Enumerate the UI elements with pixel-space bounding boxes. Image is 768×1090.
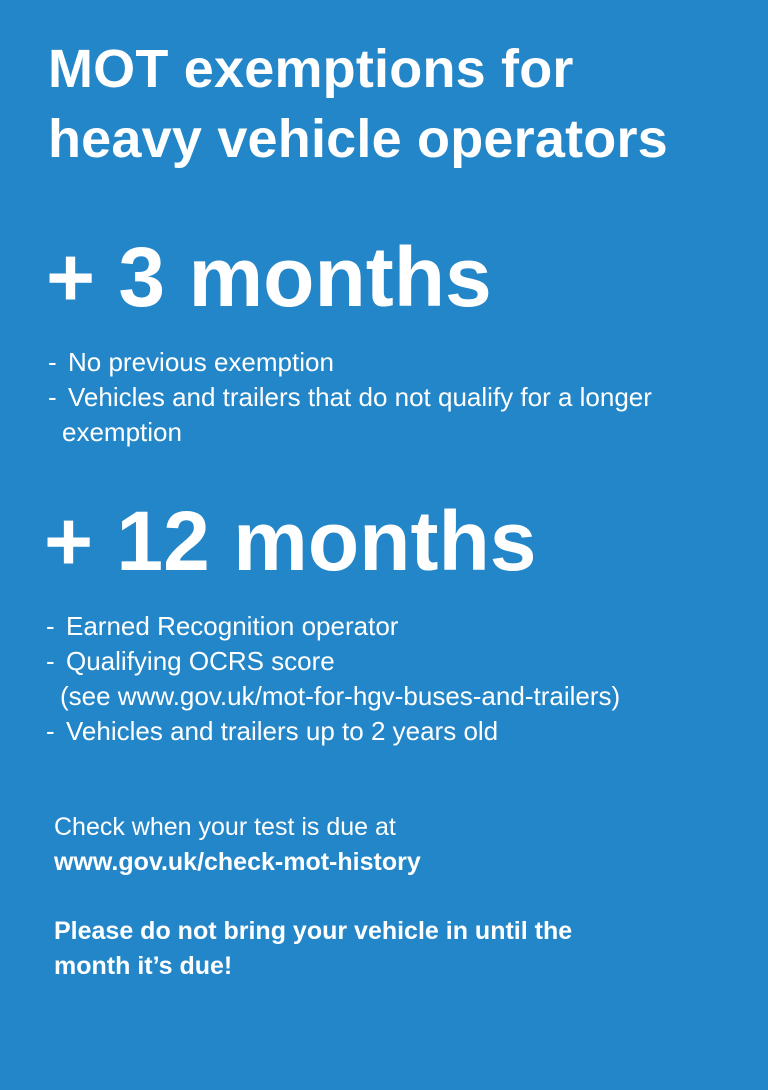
list-item xyxy=(46,644,746,679)
due-month-notice xyxy=(54,914,734,984)
check-mot-message xyxy=(54,810,734,880)
ocrs-reference-link: (see www.gov.uk/mot-for-hgv-buses-and-trailers) xyxy=(60,681,621,711)
list-item xyxy=(48,345,748,380)
twelve-months-criteria xyxy=(46,609,746,749)
list-item xyxy=(46,714,746,749)
list-item-text: Vehicles and trailers that do not qualify for a longer xyxy=(68,382,652,412)
list-item-continuation: exemption xyxy=(62,417,182,447)
list-dash: - xyxy=(46,646,55,676)
list-dash: - xyxy=(48,347,57,377)
list-dash: - xyxy=(46,611,55,641)
list-item xyxy=(48,380,748,415)
three-months-heading: + 3 months xyxy=(46,230,492,324)
twelve-months-heading: + 12 months xyxy=(44,494,537,588)
poster-title xyxy=(48,34,748,174)
list-item-text: Vehicles and trailers up to 2 years old xyxy=(66,716,499,746)
poster-title-line-2: heavy vehicle operators xyxy=(48,109,668,169)
check-mot-text: Check when your test is due at xyxy=(54,813,396,841)
list-item-text: Earned Recognition operator xyxy=(66,611,399,641)
check-mot-url: www.gov.uk/check-mot-history xyxy=(54,848,421,876)
list-item-text: Qualifying OCRS score xyxy=(66,646,335,676)
poster-title-line-1: MOT exemptions for xyxy=(48,39,574,99)
notice-line-2: month it’s due! xyxy=(54,952,233,980)
list-item-text: No previous exemption xyxy=(68,347,334,377)
notice-line-1: Please do not bring your vehicle in until the xyxy=(54,917,573,945)
list-item xyxy=(46,609,746,644)
list-dash: - xyxy=(46,716,55,746)
list-dash: - xyxy=(48,382,57,412)
three-months-criteria xyxy=(48,345,748,450)
